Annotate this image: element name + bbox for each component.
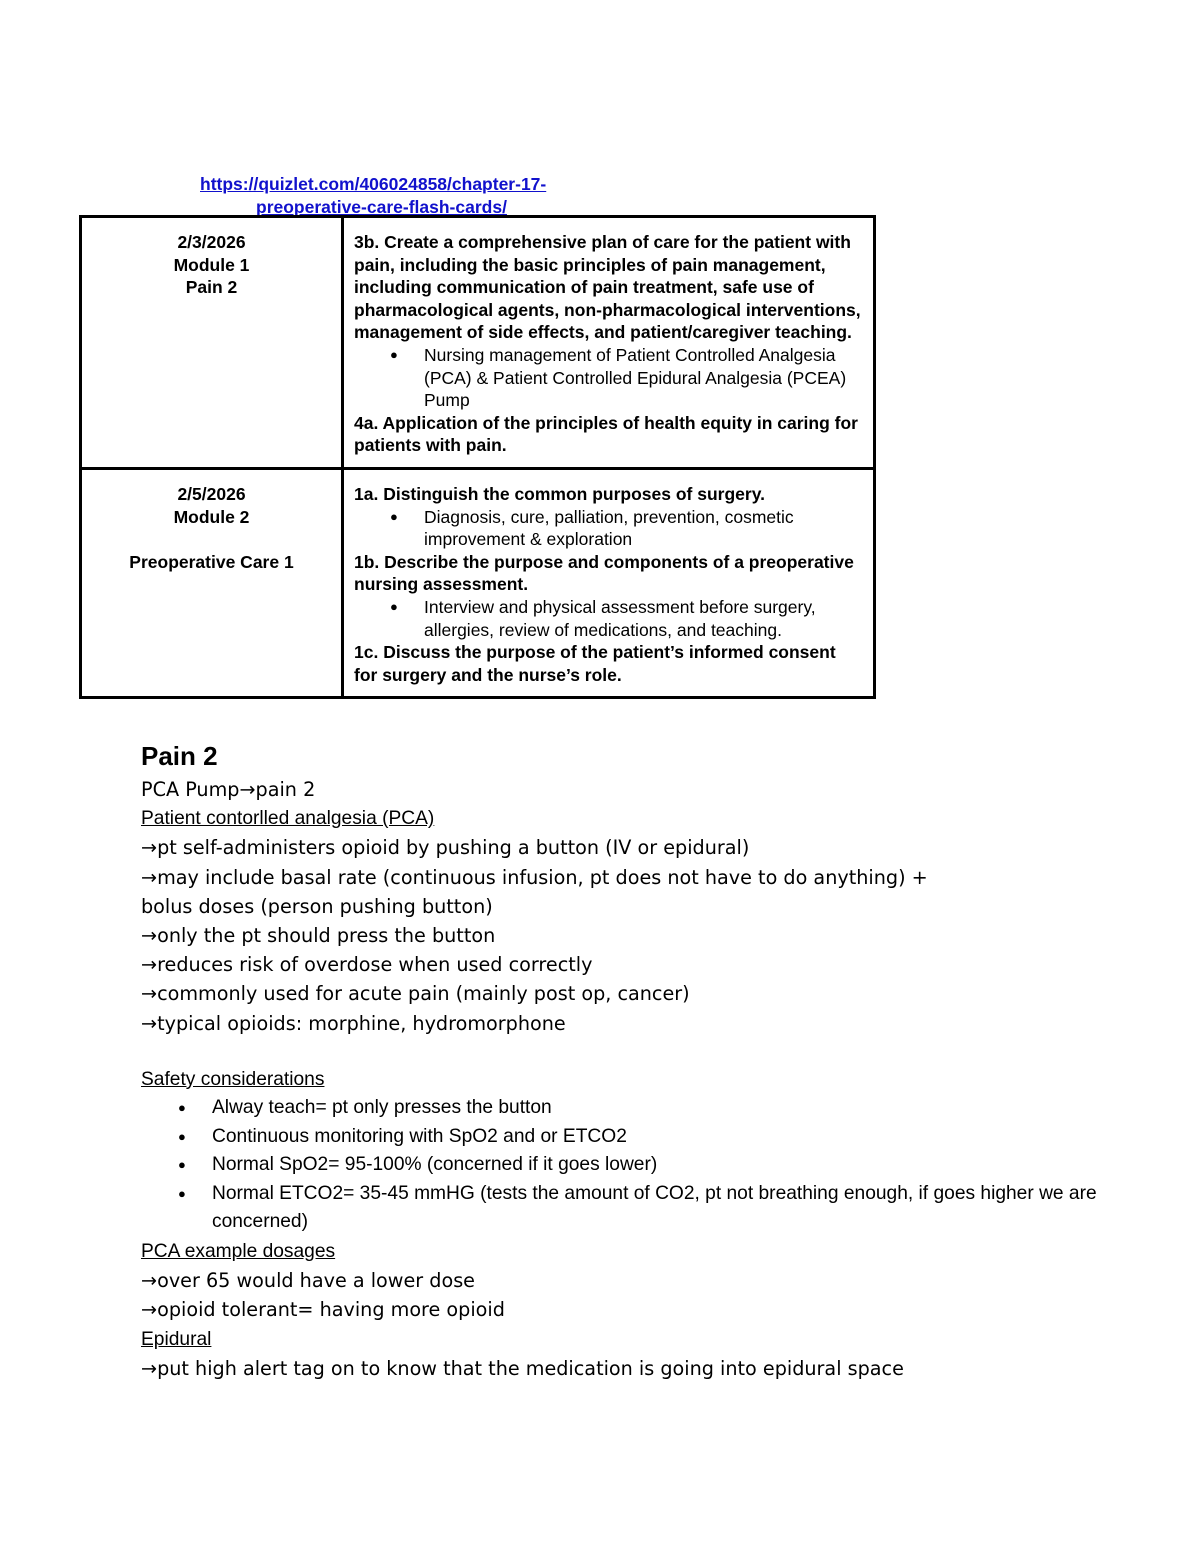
note-line: →pt self-administers opioid by pushing a button (IV or epidural) [141,836,750,860]
row-date: 2/3/2026 [177,232,246,252]
row-module: Module 1 [173,254,250,275]
subheading-pca: Patient contorlled analgesia (PCA) [141,808,435,830]
list-item: ● Interview and physical assessment before surgery, allergies, review of medications, and teaching. [424,596,863,641]
quizlet-link-line1[interactable]: https://quizlet.com/406024858/chapter-17- [200,174,547,194]
quizlet-link-block [200,173,600,219]
table-row [81,217,875,469]
table-row [81,468,875,697]
list-item: ● Nursing management of Patient Controlled Analgesia (PCA) & Patient Controlled Epidural Analgesia (PCEA) Pump [424,344,863,412]
objective-text: 1a. Distinguish the common purposes of surgery. [354,483,765,504]
note-line: →reduces risk of overdose when used correctly [141,953,593,977]
list-item: ● Normal ETCO2= 35-45 mmHG (tests the amount of CO2, pt not breathing enough, if goes higher we are concerned) [212,1180,1141,1237]
objective-bullets [354,344,863,412]
quizlet-link-line2[interactable]: preoperative-care-flash-cards/ [256,197,507,217]
objective-text: 3b. Create a comprehensive plan of care for the patient with pain, including the basic principles of pain management, including communication of pain treatment, safe use of pharmacological agents, non-pharmacological interventions, management of side effects, and patient/caregiver teaching. [354,232,861,343]
row-date: 2/5/2026 [177,483,246,504]
note-line: →over 65 would have a lower dose [141,1269,475,1293]
cell-spacer [88,528,335,551]
row-topic: Preoperative Care 1 [129,551,294,572]
list-item: ● Normal SpO2= 95-100% (concerned if it goes lower) [212,1151,1141,1180]
schedule-table [79,215,876,699]
schedule-objectives-cell [343,217,875,469]
objective-text: 1c. Discuss the purpose of the patient’s informed consent for surgery and the nurse’s role. [354,642,836,685]
note-line: →opioid tolerant= having more opioid [141,1298,505,1322]
objective-bullets [354,596,863,641]
objective-text: 4a. Application of the principles of health equity in caring for patients with pain. [354,412,858,456]
note-line: PCA Pump→pain 2 [141,778,316,801]
notes-section [141,741,1141,1383]
list-item: ● Diagnosis, cure, palliation, prevention, cosmetic improvement & exploration [424,506,863,551]
note-line: bolus doses (person pushing button) [141,894,493,918]
subheading-epidural: Epidural [141,1328,212,1350]
objective-bullets [354,506,863,551]
subheading-safety: Safety considerations [141,1068,325,1090]
list-item: ● Continuous monitoring with SpO2 and or ETCO2 [212,1123,1141,1152]
note-line: →only the pt should press the button [141,924,496,948]
note-line: →typical opioids: morphine, hydromorphone [141,1011,566,1035]
paragraph-gap [141,1038,1141,1065]
schedule-date-cell [81,217,343,469]
objective-text: 1b. Describe the purpose and components of a preoperative nursing assessment. [354,551,854,595]
note-line: →put high alert tag on to know that the medication is going into epidural space [141,1356,904,1380]
schedule-date-cell [81,468,343,697]
note-line: →may include basal rate (continuous infusion, pt does not have to do anything) + [141,865,928,889]
subheading-dosages: PCA example dosages [141,1241,336,1262]
safety-list [141,1094,1141,1237]
note-line: →commonly used for acute pain (mainly post op, cancer) [141,982,690,1006]
section-heading: Pain 2 [141,741,218,771]
schedule-objectives-cell [343,468,875,697]
list-item: ● Alway teach= pt only presses the button [212,1094,1141,1123]
row-topic: Pain 2 [185,277,238,298]
row-module: Module 2 [173,506,250,527]
